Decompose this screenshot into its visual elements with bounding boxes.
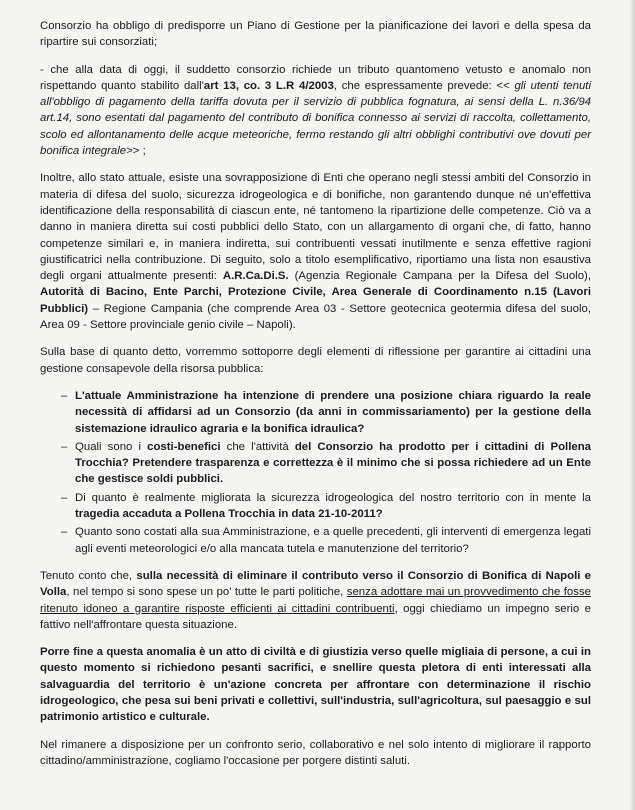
text-segment: Di quanto è realmente migliorata la sicurezza idrogeologica del nostro territorio con in mente la (75, 491, 591, 504)
question-text: costi-benefici (147, 440, 221, 453)
paragraph-sovrapposizione-enti (40, 170, 591, 333)
underlined-text: senza adottare mai un provvedimento che fosse ritenuto idoneo a garantire risposte efficienti ai cittadini contribuenti (40, 586, 591, 615)
text-segment: Tenuto conto che, (40, 569, 137, 582)
list-item (61, 524, 591, 557)
list-item (61, 388, 591, 437)
text-segment: che l'attività (220, 440, 295, 453)
dash-bullet: – (61, 526, 68, 539)
emphasis-text: sulla necessità di eliminare il contributo verso il Consorzio di Bonifica di Napoli e Volla (40, 569, 592, 599)
dash-bullet: – (61, 389, 68, 402)
text-segment: , nel tempo si sono spese un po' tutte le parti politiche, (66, 586, 347, 599)
text-segment: Inoltre, allo stato attuale, esiste una sovrapposizione di Enti che operano negli stessi ambiti del Consorzio in materia di difesa del suolo, sicurezza idrogeologica e di bonifiche, non garantendo dunque né un'effettiva identificazione della responsabilità di ciascun ente, né tantomeno la ripartizione delle competenze. Ciò va a danno in maniera diretta sui costi pubblici dello Stato, con un allargamento di organi che, di fatto, hanno competenze similari e, in maniera indiretta, sui contribuenti vessati inutilmente e senza effettive ragioni giustificatrici nella contribuzione. Di seguito, solo a titolo esemplificativo, riportiamo una lista non esaustiva degli organi attualmente presenti: (40, 172, 591, 283)
paragraph-tributo (40, 62, 591, 160)
paragraph-riflessione: Sulla base di quanto detto, vorremmo sottoporre degli elementi di riflessione per garantire ai cittadini una gestione consapevole della risorsa pubblica: (40, 346, 591, 375)
list-item (61, 439, 591, 488)
text-segment: , che espressamente prevede: << (333, 79, 515, 92)
questions-list (40, 388, 591, 557)
question-text: Quanto sono costati alla sua Amministrazione, e a quelle precedenti, gli interventi di emergenza legati agli eventi meteorologici e/o alla mancata tutela e manutenzione del territorio? (75, 526, 591, 555)
question-text: tragedia accaduta a Pollena Trocchia in data 21-10-2011? (75, 508, 383, 521)
text-segment: – Regione Campania (che comprende Area 03 - Settore geotecnica geotermia difesa del suolo, Area 09 - Settore provinciale genio civile – Napoli). (40, 302, 591, 332)
emphasis-text: Porre fine a questa anomalia è un atto di civiltà e di giustizia verso quelle migliaia di persone, a cui in questo momento si richiedono pesanti sacrifici, e snellire questa pletora di enti interessati alla salvaguardia del territorio è un'azione concreta per affrontare con determinazione il rischio idrogeologico, che pesa sui beni privati e collettivi, sull'industria, sull'agricoltura, sul paesaggio e sul patrimonio artistico e culturale. (40, 646, 591, 724)
text-segment: (Agenzia Regionale Campana per la Difesa del Suolo), (288, 270, 591, 283)
text-segment: , oggi chiediamo un impegno serio e fattivo nell'affrontare questa situazione. (40, 602, 591, 631)
question-text: del Consorzio ha prodotto per i cittadini di Pollena Trocchia? Pretendere trasparenza e correttezza è il minimo che si possa richiedere ad un Ente che gestisce soldi pubblici. (75, 440, 591, 486)
question-text: L'attuale Amministrazione ha intenzione di prendere una posizione chiara riguardo la reale necessità di affidarsi ad un Consorzio (da anni in commissariamento) per la gestione della sistemazione idraulico agraria e la bonifica idraulica? (75, 389, 591, 435)
dash-bullet: – (61, 491, 68, 504)
law-quote: gli utenti tenuti all'obbligo di pagamento della tariffa dovuta per il servizio di pubblica fognatura, ai sensi della L. n.36/94 art.14, sono esentati dal pagamento del contributo di bonifica connesso ai servizi di raccolta, collettamento, scolo ed allontanamento delle acque meteoriche, fermo restando gli altri obblighi contributivi ove dovuti per bonifica integrale (40, 79, 591, 158)
dash-bullet: – (61, 440, 68, 453)
text-segment: - che alla data di oggi, il suddetto consorzio richiede un tributo quantomeno vetusto e anomalo non rispettando quanto stabilito dall' (40, 63, 591, 92)
organs-list: Autorità di Bacino, Ente Parchi, Protezione Civile, Area Generale di Coordinamento n.15 (Lavori Pubblici) (40, 286, 591, 315)
list-item (61, 490, 591, 523)
paragraph-saluti: Nel rimanere a disposizione per un confronto serio, collaborativo e nel solo intento di migliorare il rapporto cittadino/amministrazione, cogliamo l'occasione per porgere distinti saluti. (40, 738, 591, 767)
arcadis-name: A.R.Ca.Di.S. (222, 270, 289, 283)
law-reference: art 13, co. 3 L.R 4/2003 (203, 79, 334, 92)
paragraph-tenuto-conto (40, 568, 591, 633)
text-segment: Quali sono i (75, 440, 148, 453)
paragraph-porre-fine (40, 644, 591, 725)
paragraph-piano-gestione: Consorzio ha obbligo di predisporre un Piano di Gestione per la pianificazione dei lavori e della spesa da ripartire sui consorziati; (40, 20, 591, 49)
text-segment: >> ; (126, 145, 146, 158)
